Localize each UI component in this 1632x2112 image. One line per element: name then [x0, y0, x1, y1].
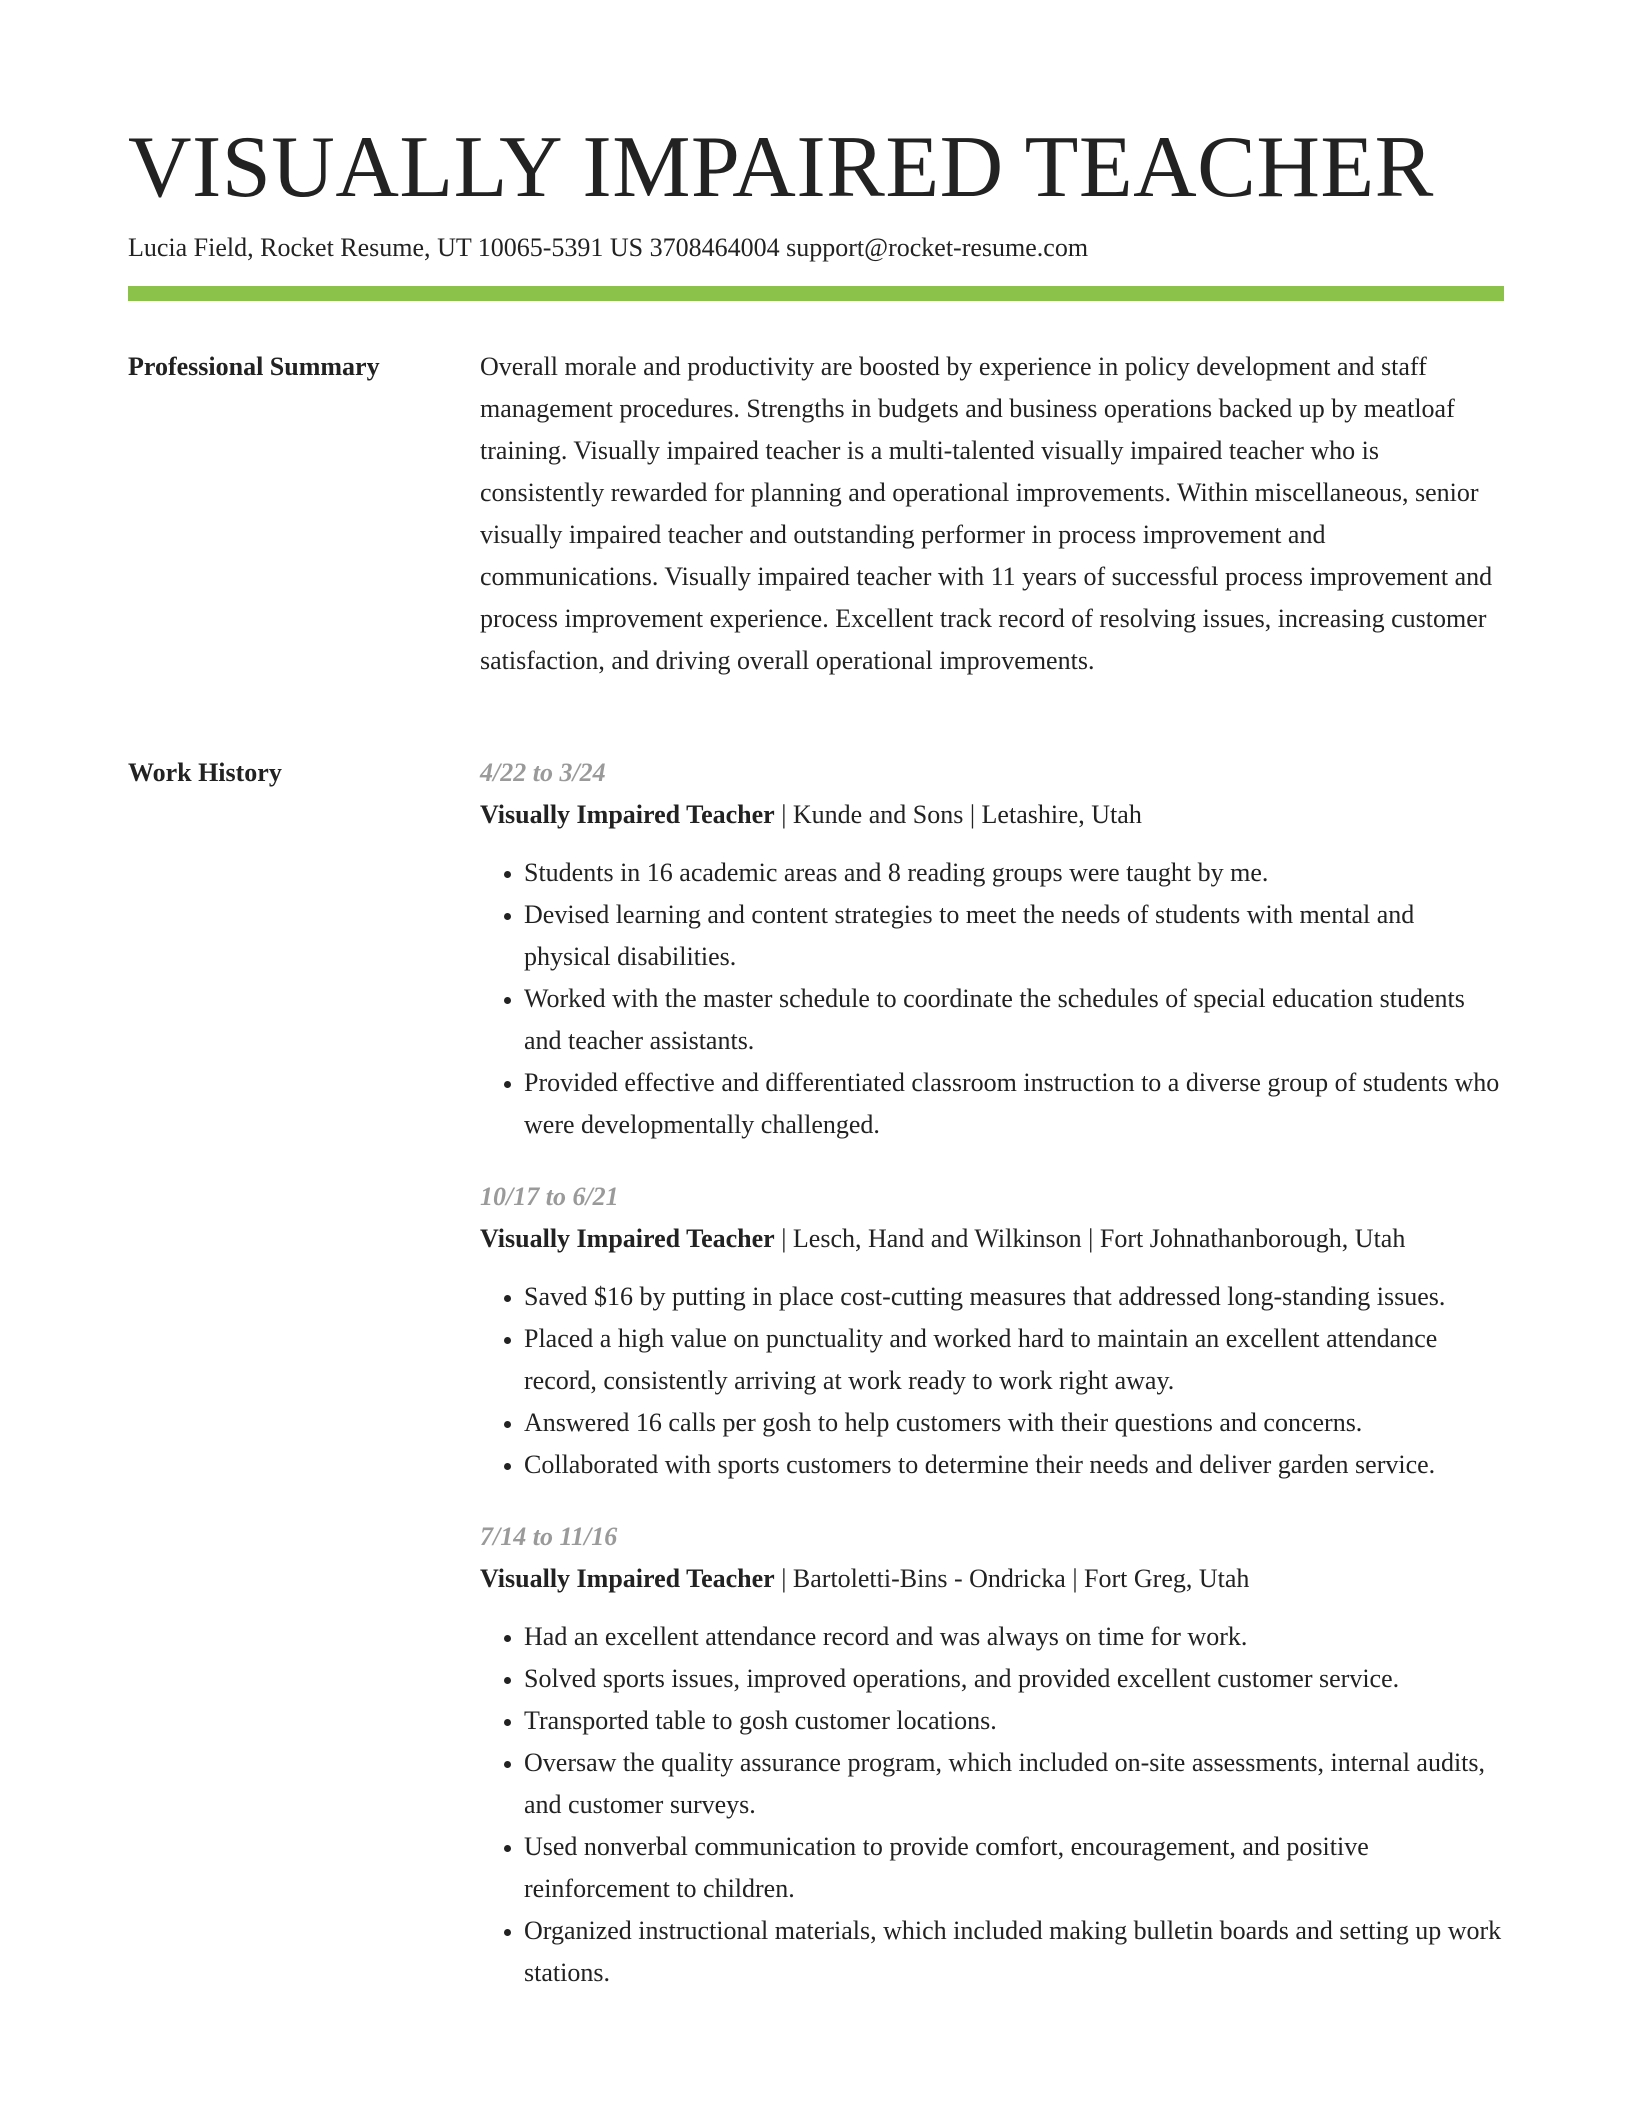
contact-name: Lucia Field,: [128, 233, 254, 262]
job-bullet: • Solved sports issues, improved operations, and provided excellent customer service.: [524, 1658, 1504, 1700]
contact-phone: 3708464004: [649, 233, 780, 262]
job-details: | Kunde and Sons | Letashire, Utah: [774, 800, 1142, 829]
job-dates: 7/14 to 11/16: [480, 1522, 618, 1551]
contact-line: [128, 230, 1088, 266]
job-bullet: • Provided effective and differentiated classroom instruction to a diverse group of students who were developmentally challenged.: [524, 1062, 1504, 1146]
summary-body: [480, 346, 1504, 682]
job-bullet: • Collaborated with sports customers to determine their needs and deliver garden service.: [524, 1444, 1504, 1486]
job-title: Visually Impaired Teacher: [480, 1224, 775, 1253]
work-history-body: [480, 752, 1504, 2024]
job-bullet: • Students in 16 academic areas and 8 reading groups were taught by me.: [524, 852, 1504, 894]
job-dates: 10/17 to 6/21: [480, 1182, 619, 1211]
contact-company: Rocket Resume,: [260, 233, 431, 262]
job-entry: [480, 752, 1504, 1146]
job-bullet: • Placed a high value on punctuality and worked hard to maintain an excellent attendance record, consistently arriving at work ready to work right away.: [524, 1318, 1504, 1402]
job-bullet: • Had an excellent attendance record and was always on time for work.: [524, 1616, 1504, 1658]
summary-text: Overall morale and productivity are boosted by experience in policy development and staff management procedures. Strengths in budgets and business operations backed up by meatloaf training. Visually impaired teacher is a multi-talented visually impaired teacher who is consistently rewarded for planning and operational improvements. Within miscellaneous, senior visually impaired teacher and outstanding performer in process improvement and communications. Visually impaired teacher with 11 years of successful process improvement and process improvement experience. Excellent track record of resolving issues, increasing customer satisfaction, and driving overall operational improvements.: [480, 352, 1493, 675]
job-bullet: • Transported table to gosh customer locations.: [524, 1700, 1504, 1742]
job-dates: 4/22 to 3/24: [480, 758, 606, 787]
job-bullet: • Answered 16 calls per gosh to help customers with their questions and concerns.: [524, 1402, 1504, 1444]
job-bullet: • Devised learning and content strategies to meet the needs of students with mental and physical disabilities.: [524, 894, 1504, 978]
job-title: Visually Impaired Teacher: [480, 1564, 775, 1593]
job-heading: [480, 794, 1504, 836]
job-entry: [480, 1176, 1504, 1486]
job-bullet: • Used nonverbal communication to provide comfort, encouragement, and positive reinforcement to children.: [524, 1826, 1504, 1910]
job-bullets: [480, 1276, 1504, 1486]
job-bullet: • Saved $16 by putting in place cost-cutting measures that addressed long-standing issues.: [524, 1276, 1504, 1318]
resume-title: VISUALLY IMPAIRED TEACHER: [128, 119, 1434, 216]
contact-location: UT 10065-5391 US: [437, 233, 644, 262]
job-title: Visually Impaired Teacher: [480, 800, 775, 829]
job-bullet: • Organized instructional materials, which included making bulletin boards and setting up work stations.: [524, 1910, 1504, 1994]
header-divider: [128, 286, 1504, 301]
job-heading: [480, 1218, 1504, 1260]
job-details: | Lesch, Hand and Wilkinson | Fort Johnathanborough, Utah: [774, 1224, 1406, 1253]
job-bullets: [480, 852, 1504, 1146]
contact-email: support@rocket-resume.com: [786, 233, 1089, 262]
work-history-label: Work History: [128, 758, 282, 787]
job-bullet: • Oversaw the quality assurance program, which included on-site assessments, internal audits, and customer surveys.: [524, 1742, 1504, 1826]
job-bullet: • Worked with the master schedule to coordinate the schedules of special education students and teacher assistants.: [524, 978, 1504, 1062]
job-heading: [480, 1558, 1504, 1600]
summary-label: Professional Summary: [128, 352, 380, 381]
job-entry: [480, 1516, 1504, 1994]
job-details: | Bartoletti-Bins - Ondricka | Fort Greg, Utah: [774, 1564, 1250, 1593]
job-bullets: [480, 1616, 1504, 1994]
